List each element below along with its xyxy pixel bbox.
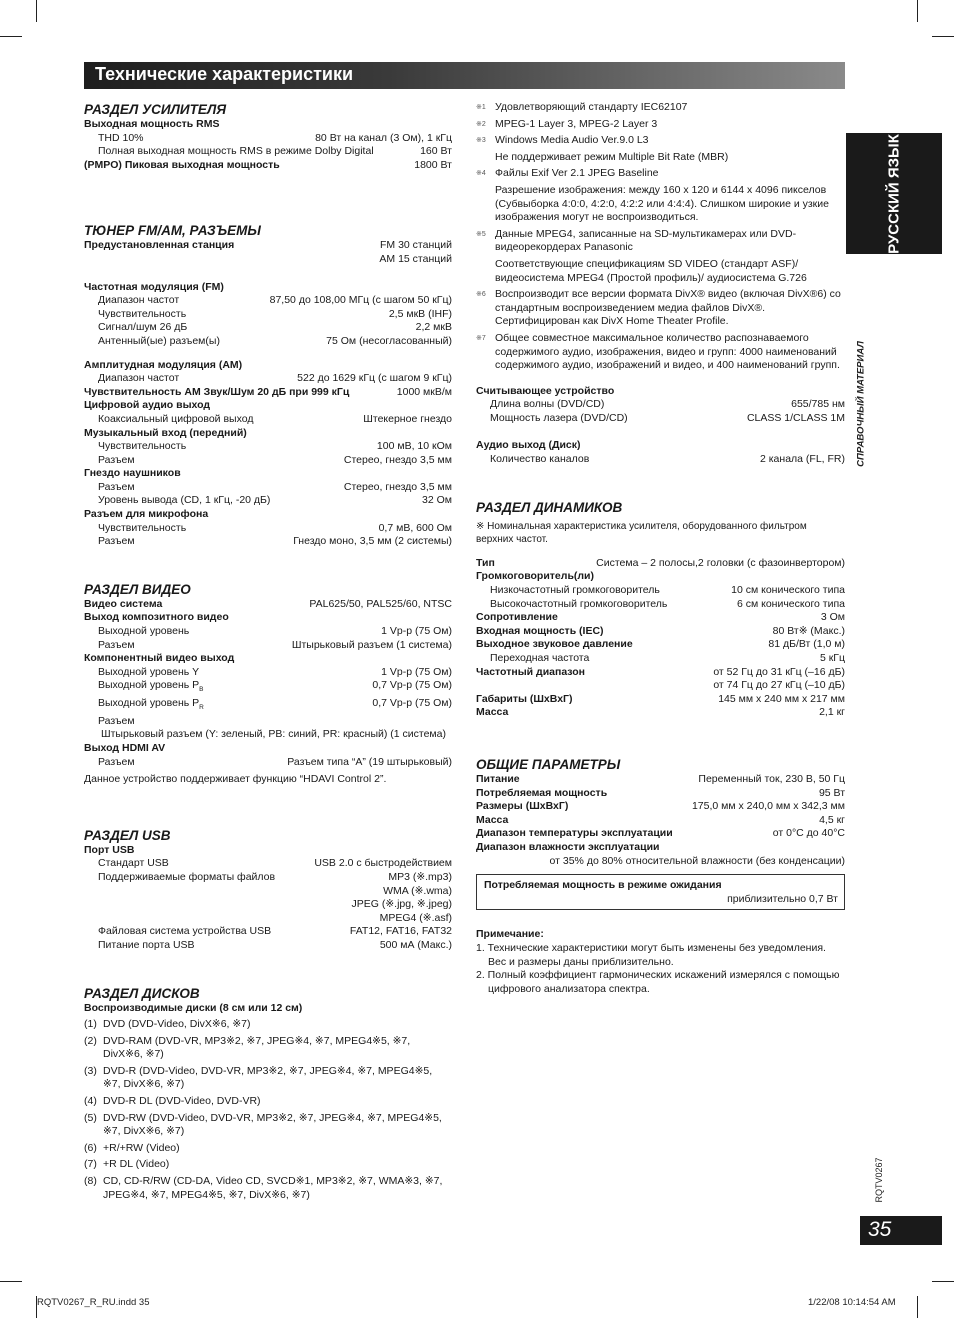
spec-row: Выходной уровень Y 1 Vp-p (75 Ом)	[98, 665, 452, 678]
spec-row: Переходная частота 5 кГц	[490, 652, 845, 664]
crop-mark	[0, 36, 22, 37]
crop-mark	[36, 0, 37, 22]
disc-item: (4) DVD-R DL (DVD-Video, DVD-VR)	[84, 1095, 261, 1108]
video-section-title: РАЗДЕЛ ВИДЕО	[84, 581, 191, 597]
spec-row: Разъем Штырьковый разъем (1 система)	[98, 638, 452, 651]
spec-group: Компонентный видео выход	[84, 652, 235, 665]
spec-value: от 35% до 80% относительной влажности (без конденсации)	[549, 854, 845, 867]
spec-group: Порт USB	[84, 843, 135, 856]
spec-row: Стандарт USB USB 2.0 с быстродействием	[98, 857, 452, 870]
spec-group: Разъем для микрофона	[84, 508, 209, 521]
discs-section-title: РАЗДЕЛ ДИСКОВ	[84, 985, 200, 1001]
spec-row: (PMPO) Пиковая выходная мощность 1800 Вт	[84, 158, 452, 171]
left-column	[84, 101, 452, 1202]
spec-row: Габариты (ШхВхГ) 145 мм x 240 мм x 217 мм	[476, 692, 845, 705]
crop-mark	[917, 0, 918, 22]
footnote: Не поддерживает режим Multiple Bit Rate (MBR)	[495, 150, 729, 163]
spec-row: Диапазон частот 87,50 до 108,00 МГц (с шагом 50 кГц)	[98, 294, 452, 307]
spec-row: Сигнал/шум 26 дБ 2,2 мкВ	[98, 321, 452, 334]
standby-power-box	[476, 874, 845, 910]
page-title-bar	[84, 62, 845, 89]
disc-item: (2) DVD-RAM (DVD-VR, MP3※2, ※7, JPEG※4, ※7, MPEG4※5, ※7, DivX※6, ※7)	[84, 1034, 411, 1061]
spec-row: WMA (※.wma)	[383, 884, 452, 897]
spec-row: Частотный диапазон от 52 Гц до 31 кГц (–16 дБ)	[476, 665, 845, 678]
spec-row: от 74 Гц до 27 кГц (–10 дБ)	[713, 679, 845, 692]
spec-row: Чувствительность 2,5 мкВ (IHF)	[98, 307, 452, 320]
notes-title: Примечание:	[476, 928, 544, 941]
spec-row: Чувствительность 0,7 мВ, 600 Ом	[98, 521, 452, 534]
page-title: Технические характеристики	[95, 64, 354, 84]
note-item: 1. Технические характеристики могут быть изменены без уведомления. Вес и размеры даны приблизительно.	[476, 941, 826, 968]
page-number: 35	[868, 1218, 892, 1241]
spec-row: Разъем Разъем типа “A” (19 штырьковый)	[98, 755, 452, 768]
spec-row: Количество каналов 2 канала (FL, FR)	[490, 453, 845, 466]
general-section-title: ОБЩИЕ ПАРАМЕТРЫ	[476, 756, 621, 772]
spec-row: Сопротивление 3 Ом	[476, 611, 845, 624]
spec-row: Низкочастотный громкоговоритель 10 см конического типа	[490, 584, 845, 597]
spec-label: Разъем	[98, 714, 135, 727]
crop-mark	[917, 1296, 918, 1318]
spec-group: Выход композитного видео	[84, 611, 229, 624]
footer-file: RQTV0267_R_RU.indd 35	[37, 1297, 150, 1308]
spec-row: Питание порта USB 500 мА (Макс.)	[98, 938, 452, 951]
language-tab	[846, 133, 942, 254]
disc-item: (1) DVD (DVD-Video, DivX※6, ※7)	[84, 1018, 251, 1031]
right-column	[476, 101, 845, 996]
footnote: ※6 Воспроизводит все версии формата DivX® видео (включая DivX®6) со стандартным воспроизведением медиа файлов DivX®. Сертифицирован как DivX Home Theater Profile.	[476, 288, 841, 328]
crop-mark	[932, 1281, 954, 1282]
crop-mark	[0, 1281, 22, 1282]
footnote: ※7 Общее совместное максимальное количество распознаваемого содержимого аудио, изображения, видео и групп: 4000 наименований содержимого аудио, изображений и видео, и 400 наименований групп.	[476, 331, 840, 372]
spec-group: Музыкальный вход (передний)	[84, 426, 247, 439]
page-number-box	[860, 1216, 942, 1245]
spec-row: Полная выходная мощность RMS в режиме Dolby Digital 160 Вт	[98, 145, 452, 158]
footer-date: 1/22/08 10:14:54 AM	[808, 1297, 896, 1308]
standby-value: приблизительно 0,7 Вт	[727, 892, 838, 905]
spec-row: Поддерживаемые форматы файлов MP3 (※.mp3)	[98, 870, 452, 883]
spec-row: Чувствительность AM Звук/Шум 20 дБ при 999 кГц 1000 мкВ/м	[84, 385, 452, 398]
spec-row: Разъем Стерео, гнездо 3,5 мм	[98, 453, 452, 466]
footnote: ※3 Windows Media Audio Ver.9.0 L3	[476, 134, 649, 147]
spec-row: Выходной уровень $P_R$ 0,7 Vp-p (75 Ом)	[98, 697, 452, 712]
spec-group: Гнездо наушников	[84, 467, 181, 480]
spec-row: Видео система PAL625/50, PAL525/60, NTSC	[84, 597, 452, 610]
spec-row: Высокочастотный громкоговоритель 6 см конического типа	[490, 597, 845, 610]
spec-row: Коаксиальный цифровой выход Штекерное гнездо	[98, 412, 452, 425]
spec-row: Диапазон частот 522 до 1629 кГц (с шагом 9 кГц)	[98, 372, 452, 385]
spec-row: Выходное звуковое давление 81 дБ/Вт (1,0 м)	[476, 638, 845, 651]
side-reference-label: СПРАВОЧНЫЙ МАТЕРИАЛ	[855, 341, 867, 467]
disc-item: (3) DVD-R (DVD-Video, DVD-VR, MP3※2, ※7, JPEG※4, ※7, MPEG4※5, ※7, DivX※6, ※7)	[84, 1064, 433, 1091]
disc-item: (5) DVD-RW (DVD-Video, DVD-VR, MP3※2, ※7, JPEG※4, ※7, MPEG4※5, ※7, DivX※6, ※7)	[84, 1111, 442, 1138]
spec-value: Штырьковый разъем (Y: зеленый, PB: синий, PR: красный) (1 система)	[101, 728, 446, 741]
spec-row: Файловая система устройства USB FAT12, FAT16, FAT32	[98, 925, 452, 938]
footnote: ※5 Данные MPEG4, записанные на SD-мультикамерах или DVD-видеорекордерах Panasonic	[476, 227, 797, 254]
spec-group: Громкоговоритель(ли)	[476, 570, 595, 583]
note-item: 2. Полный коэффициент гармонических искажений измерялся с помощью цифрового анализатора спектра.	[476, 969, 840, 995]
spec-row: THD 10% 80 Вт на канал (3 Ом), 1 кГц	[98, 131, 452, 144]
spec-row: Выходной уровень $P_B$ 0,7 Vp-p (75 Ом)	[98, 679, 452, 694]
spec-row: MPEG4 (※.asf)	[379, 911, 452, 924]
spec-row: Длина волны (DVD/CD) 655/785 нм	[490, 398, 845, 411]
spec-note: ※ Номинальная характеристика усилителя, оборудованного фильтром верхних частот.	[476, 520, 807, 546]
footnote: ※2 MPEG-1 Layer 3, MPEG-2 Layer 3	[476, 117, 658, 130]
spec-row: Разъем Стерео, гнездо 3,5 мм	[98, 480, 452, 493]
speakers-section-title: РАЗДЕЛ ДИНАМИКОВ	[476, 499, 623, 515]
spec-row: Диапазон температуры эксплуатации от 0°C до 40°C	[476, 827, 845, 840]
spec-row: Разъем Гнездо моно, 3,5 мм (2 системы)	[98, 535, 452, 548]
usb-section-title: РАЗДЕЛ USB	[84, 827, 171, 843]
spec-group: Цифровой аудио выход	[84, 399, 211, 412]
spec-row: Входная мощность (IEC) 80 Вт※ (Макс.)	[476, 624, 845, 637]
footnote: Соответствующие спецификациям SD VIDEO (стандарт ASF)/ видеосистема MPEG4 (Простой профиль)/ аудиосистема G.726	[495, 257, 807, 284]
amp-section-title: РАЗДЕЛ УСИЛИТЕЛЯ	[84, 102, 227, 117]
spec-group: Амплитудная модуляция (AM)	[84, 358, 243, 371]
spec-row: JPEG (※.jpg, ※.jpeg)	[351, 898, 452, 911]
spec-group: Считывающее устройство	[476, 384, 615, 397]
disc-item: (6) +R/+RW (Video)	[84, 1141, 180, 1154]
language-tab-label: РУССКИЙ ЯЗЫК	[885, 133, 903, 254]
spec-group: Выход HDMI AV	[84, 741, 166, 754]
spec-row: Тип Система – 2 полосы,2 головки (с фазоинвертором)	[476, 556, 845, 569]
disc-item: (8) CD, CD-R/RW (CD-DA, Video CD, SVCD※1, MP3※2, ※7, WMA※3, ※7, JPEG※4, ※7, MPEG4※5, ※7, DivX※6, ※7)	[84, 1175, 443, 1201]
spec-row: Чувствительность 100 мВ, 10 кОм	[98, 440, 452, 453]
spec-row: Уровень вывода (CD, 1 кГц, -20 дБ) 32 Ом	[98, 494, 452, 507]
spec-group: Диапазон влажности эксплуатации	[476, 840, 660, 853]
spec-group: Аудио выход (Диск)	[476, 439, 581, 452]
footnote: ※1 Удовлетворяющий стандарту IEC62107	[476, 101, 688, 113]
crop-mark	[932, 36, 954, 37]
spec-row: Размеры (ШхВхГ) 175,0 мм x 240,0 мм x 342,3 мм	[476, 800, 845, 813]
spec-group: Выходная мощность RMS	[84, 118, 220, 130]
footnote: ※4 Файлы Exif Ver 2.1 JPEG Baseline	[476, 167, 659, 180]
spec-note: Данное устройство поддерживает функцию “HDAVI Control 2”.	[84, 773, 387, 786]
spec-row: Масса 2,1 кг	[476, 706, 845, 719]
spec-row: Мощность лазера (DVD/CD) CLASS 1/CLASS 1M	[490, 411, 845, 424]
spec-row: AM 15 станций	[379, 252, 452, 265]
footnote: Разрешение изображения: между 160 x 120 и 6144 x 4096 пикселов (Субвыборка 4:0:0, 4:2:0, 4:2:2 или 4:4:4). Слишком широкие и узкие изображения могут не воспроизводиться.	[495, 183, 829, 224]
spec-group: Воспроизводимые диски (8 см или 12 см)	[84, 1001, 303, 1014]
disc-item: (7) +R DL (Video)	[84, 1158, 170, 1171]
spec-row: Антенный(ые) разъем(ы) 75 Ом (несогласованный)	[98, 334, 452, 347]
spec-row: Потребляемая мощность 95 Вт	[476, 786, 845, 799]
spec-row: Масса 4,5 кг	[476, 813, 845, 826]
spec-row: Предустановленная станция FM 30 станций	[84, 239, 452, 252]
standby-label: Потребляемая мощность в режиме ожидания	[484, 879, 722, 892]
tuner-section-title: ТЮНЕР FM/AM, РАЗЪЕМЫ	[84, 223, 261, 239]
spec-row: Выходной уровень 1 Vp-p (75 Ом)	[98, 625, 452, 638]
doc-code: RQTV0267	[874, 1157, 884, 1203]
spec-row: Питание Переменный ток, 230 В, 50 Гц	[476, 772, 845, 785]
spec-group: Частотная модуляция (FM)	[84, 280, 224, 293]
